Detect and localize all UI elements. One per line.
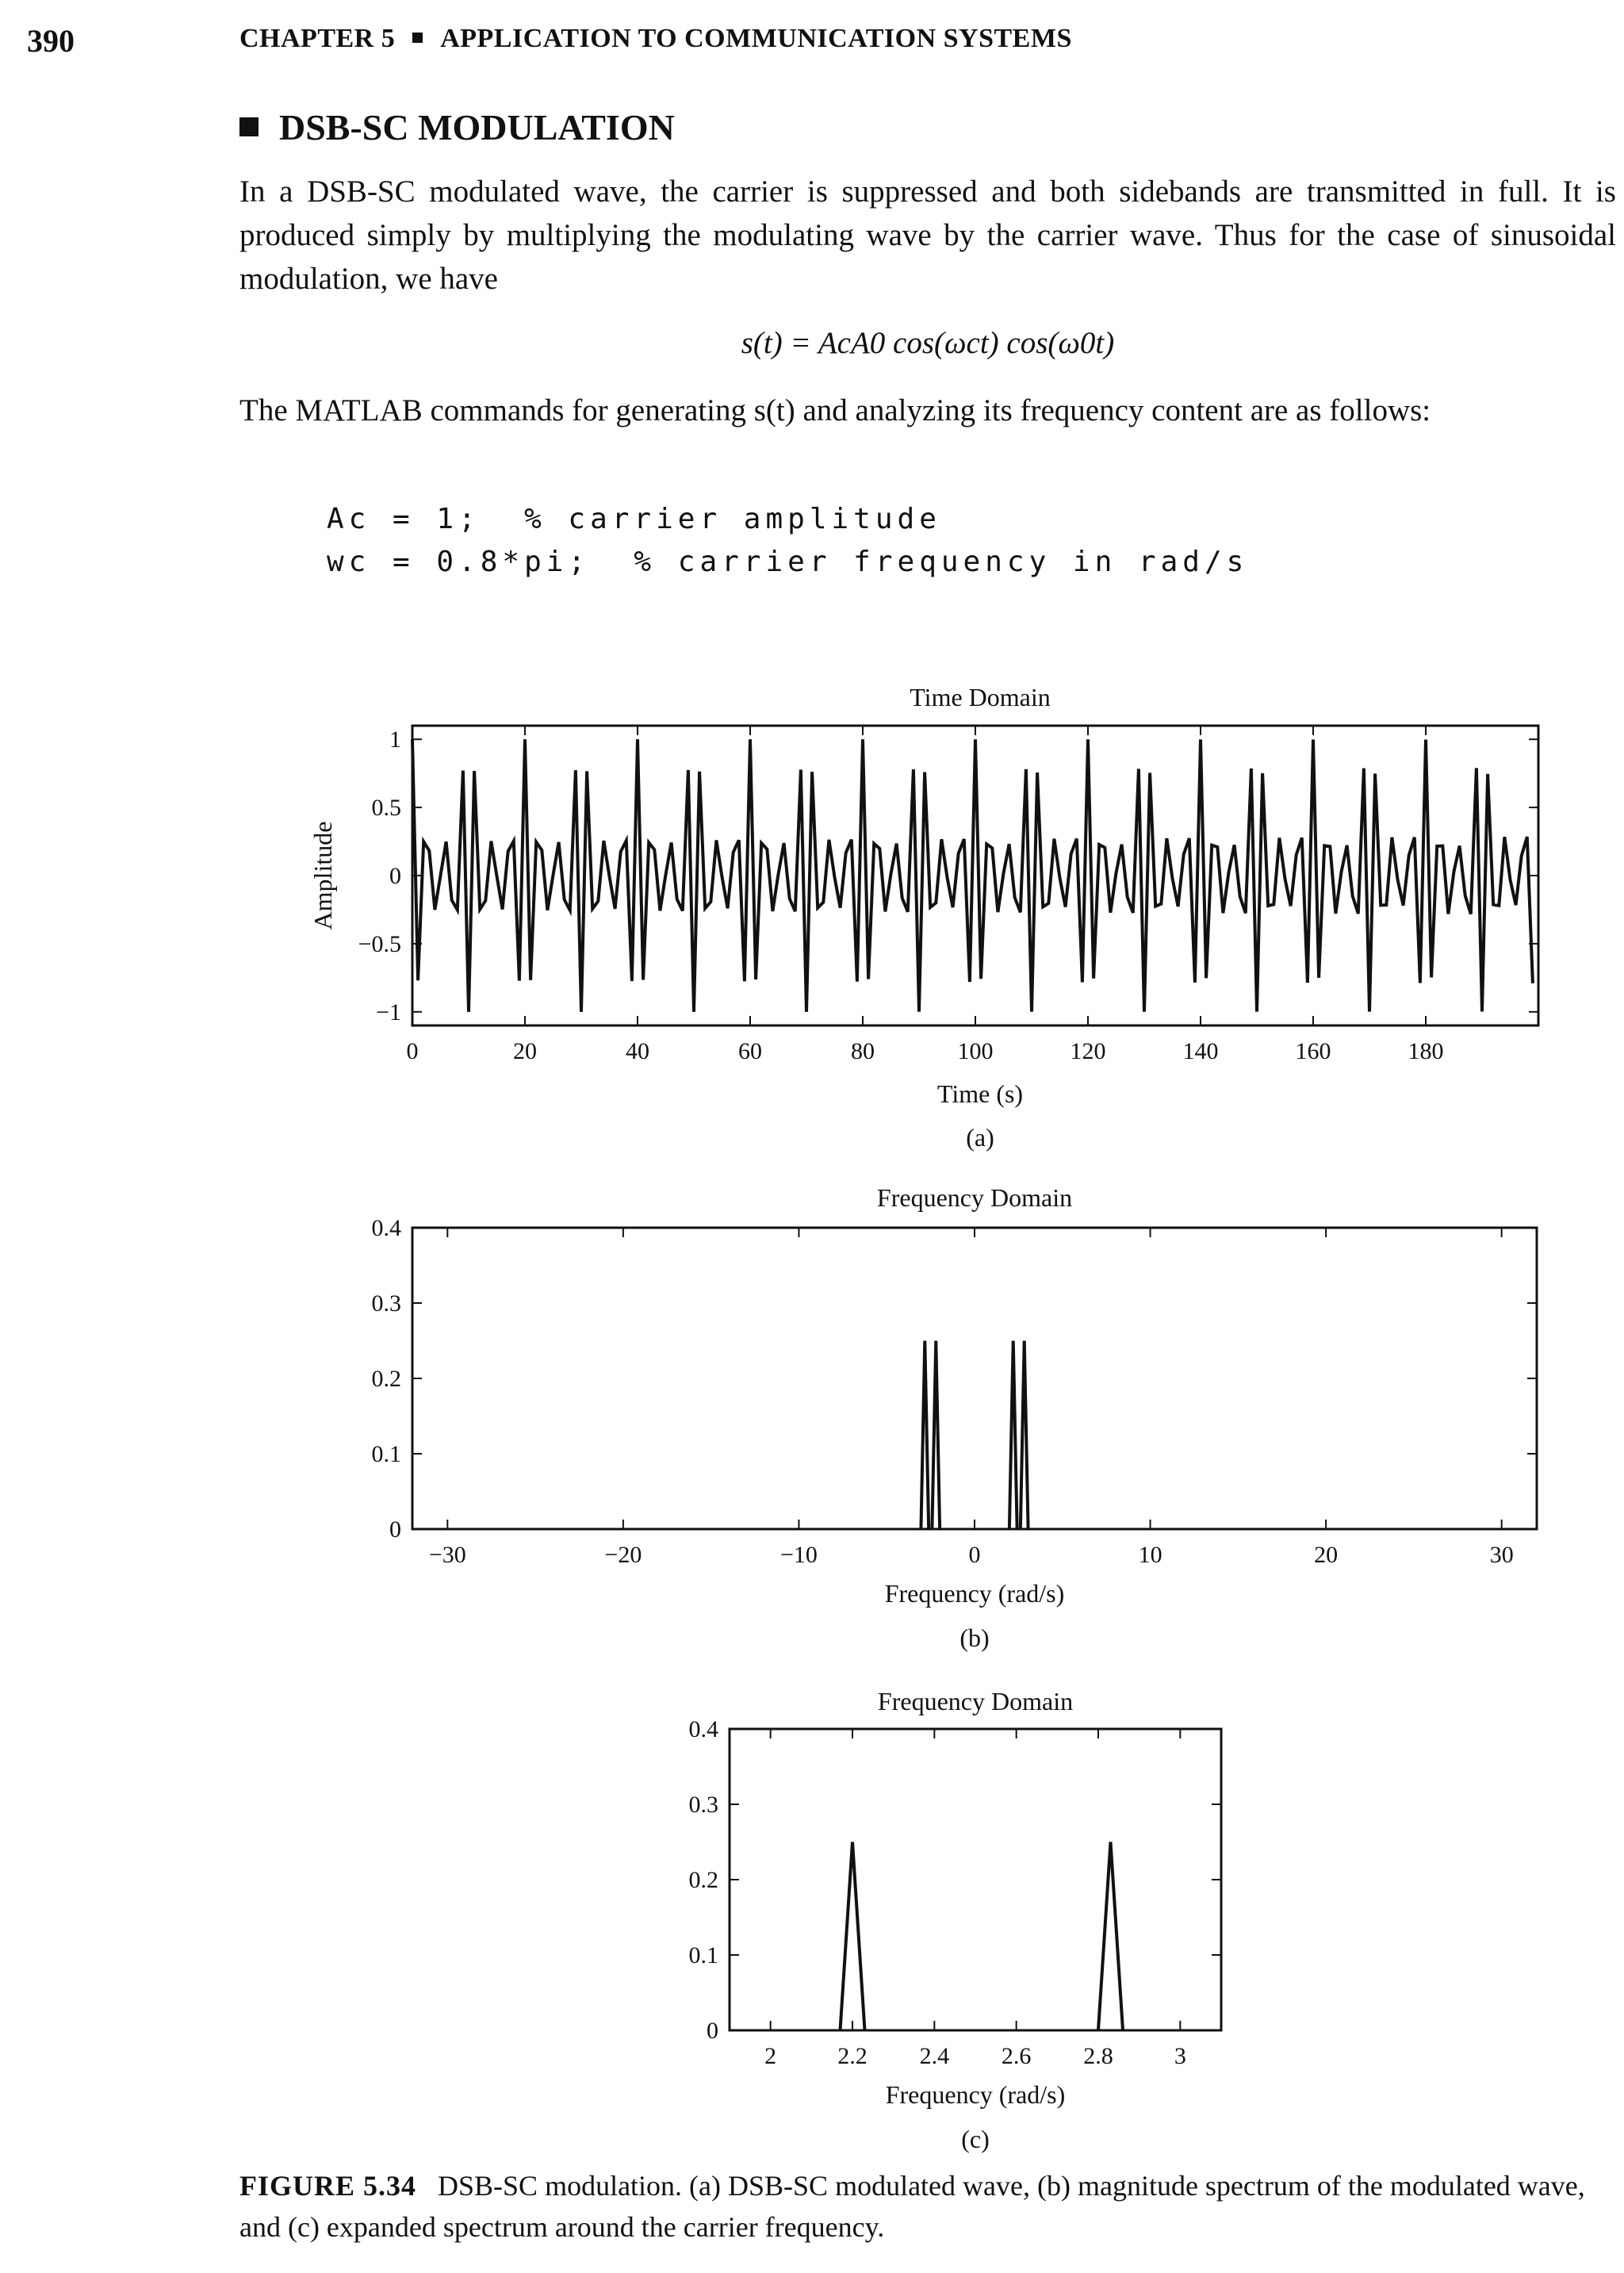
- x-tick-label: 30: [1489, 1542, 1514, 1568]
- spectrum-peak: [932, 1341, 940, 1530]
- spectrum-peak: [1098, 1842, 1123, 2031]
- x-tick-label: 2.2: [837, 2043, 868, 2069]
- x-tick-label: 0: [968, 1542, 981, 1568]
- plot-a-ylabel: Amplitude: [308, 821, 337, 930]
- plot-c-panel-label: (c): [961, 2125, 990, 2153]
- x-tick-label: 180: [1408, 1038, 1444, 1064]
- plot-a-signal-line: [412, 739, 1533, 1012]
- plot-c-frame: [730, 1729, 1221, 2030]
- x-tick-label: 60: [738, 1038, 762, 1064]
- y-tick-label: 0.1: [371, 1441, 401, 1467]
- x-tick-label: −10: [779, 1542, 818, 1568]
- chapter-label: CHAPTER 5: [239, 24, 396, 53]
- chapter-title: APPLICATION TO COMMUNICATION SYSTEMS: [440, 24, 1072, 53]
- x-tick-label: 2.4: [919, 2043, 950, 2069]
- equation: s(t) = AcA0 cos(ωct) cos(ω0t): [741, 326, 1115, 360]
- x-tick-label: 120: [1070, 1038, 1106, 1064]
- x-tick-label: 20: [513, 1038, 537, 1064]
- plot-a-panel-label: (a): [966, 1123, 994, 1152]
- y-tick-label: −1: [376, 999, 401, 1025]
- paragraph-intro: In a DSB-SC modulated wave, the carrier is suppressed and both sidebands are transmitted in full. It is produced simply by multiplying the modulating wave by the carrier wave. Thus for the case of sinusoidal modulation, we have: [239, 174, 1616, 296]
- spectrum-peak: [841, 1842, 865, 2031]
- frequency-domain-plot: [372, 1183, 1538, 1652]
- y-tick-label: 0.4: [688, 1716, 718, 1742]
- y-tick-label: 0.1: [688, 1942, 718, 1968]
- page-number: 390: [27, 23, 75, 59]
- plot-c-xlabel: Frequency (rad/s): [885, 2080, 1066, 2109]
- code-line-1: Ac = 1; % carrier amplitude: [327, 503, 941, 535]
- y-tick-label: 0.5: [371, 795, 401, 822]
- x-tick-label: 0: [406, 1038, 419, 1064]
- paragraph-matlab: The MATLAB commands for generating s(t) and analyzing its frequency content are as follows:: [239, 393, 1431, 427]
- x-tick-label: 40: [626, 1038, 649, 1064]
- x-tick-label: 20: [1314, 1542, 1339, 1568]
- x-tick-label: 100: [957, 1038, 994, 1064]
- code-line-2: wc = 0.8*pi; % carrier frequency in rad/s: [327, 546, 1249, 578]
- y-tick-label: 1: [389, 726, 401, 753]
- x-tick-label: 160: [1295, 1038, 1331, 1064]
- figure-caption-label: FIGURE 5.34: [239, 2170, 417, 2202]
- y-tick-label: 0: [389, 1516, 401, 1543]
- plot-b-xlabel: Frequency (rad/s): [884, 1579, 1065, 1608]
- x-tick-label: 2.8: [1083, 2043, 1113, 2069]
- x-tick-label: −20: [604, 1542, 642, 1568]
- x-tick-label: 10: [1138, 1542, 1162, 1568]
- x-tick-label: 2: [764, 2043, 777, 2069]
- x-tick-label: 2.6: [1001, 2043, 1032, 2069]
- y-tick-label: 0.2: [688, 1867, 718, 1893]
- plot-a-xlabel: Time (s): [936, 1079, 1024, 1108]
- spectrum-peak: [921, 1341, 929, 1530]
- plot-b-title: Frequency Domain: [876, 1183, 1073, 1212]
- expanded-spectrum-plot: [689, 1687, 1222, 2153]
- x-tick-label: 3: [1174, 2043, 1186, 2069]
- plot-a-title: Time Domain: [910, 683, 1051, 711]
- y-tick-label: 0.3: [371, 1290, 401, 1317]
- plot-c-title: Frequency Domain: [877, 1687, 1074, 1715]
- plot-b-panel-label: (b): [959, 1623, 990, 1652]
- x-tick-label: 80: [851, 1038, 875, 1064]
- x-tick-label: −30: [428, 1542, 466, 1568]
- spectrum-peak: [1021, 1341, 1028, 1530]
- y-tick-label: 0.4: [371, 1215, 401, 1241]
- plot-b-frame: [412, 1228, 1537, 1529]
- x-tick-label: 140: [1182, 1038, 1219, 1064]
- y-tick-label: 0.2: [371, 1366, 401, 1392]
- y-tick-label: 0.3: [688, 1792, 718, 1818]
- time-domain-plot: [308, 683, 1538, 1152]
- y-tick-label: 0: [389, 863, 401, 889]
- figure-caption: [239, 2165, 1619, 2248]
- y-tick-label: −0.5: [358, 930, 401, 957]
- figure-caption-text: DSB-SC modulation. (a) DSB-SC modulated wave, (b) magnitude spectrum of the modulated wave, and (c) expanded spectrum around the carrier frequency.: [239, 2170, 1585, 2243]
- section-title-text: DSB-SC MODULATION: [279, 107, 675, 148]
- y-tick-label: 0: [707, 2018, 718, 2044]
- spectrum-peak: [1009, 1341, 1017, 1530]
